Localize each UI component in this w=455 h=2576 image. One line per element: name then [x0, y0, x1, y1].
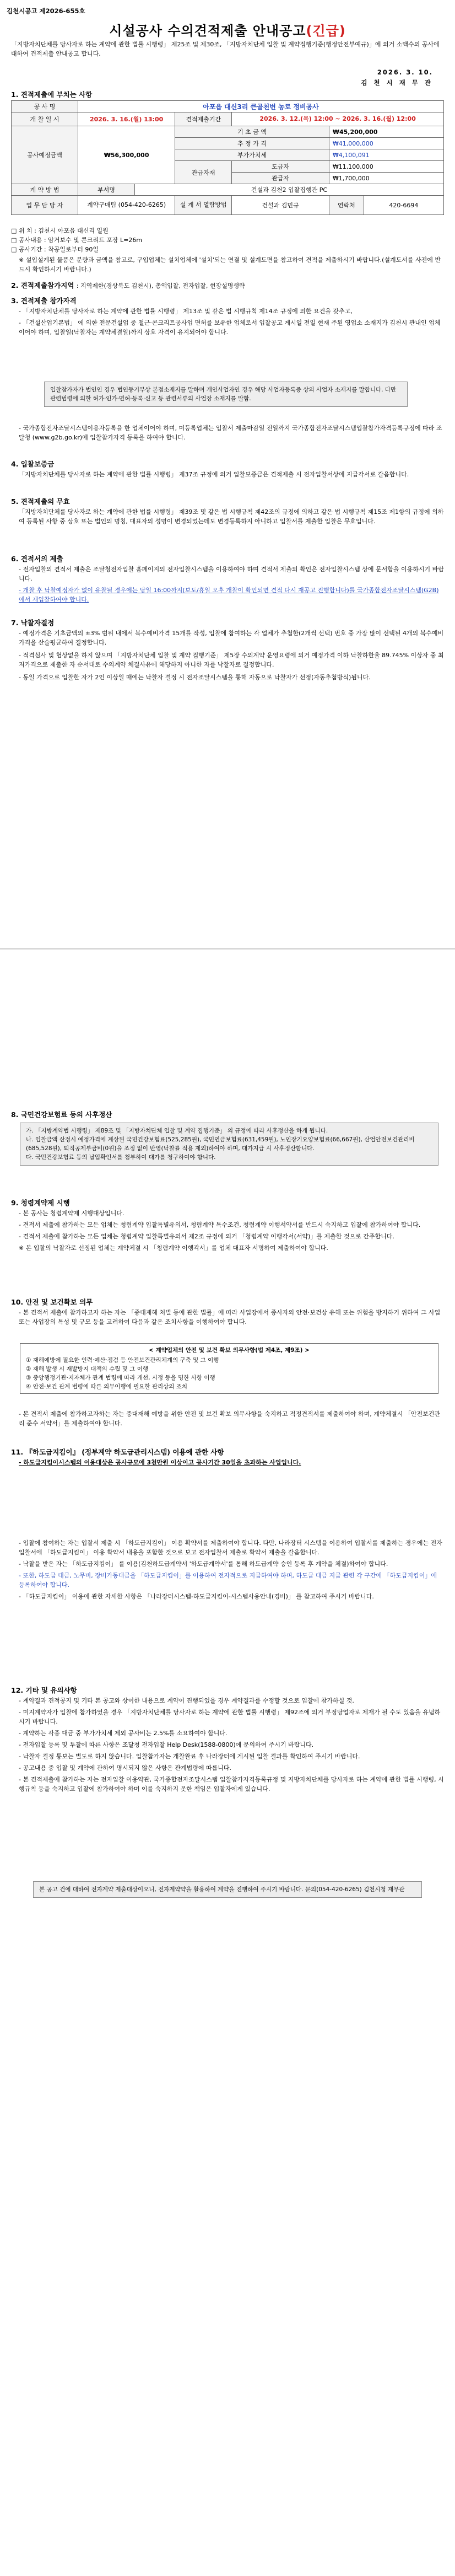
- section-10-box: [20, 1343, 438, 1394]
- document-number: 김천시공고 제2026-655호: [7, 7, 85, 15]
- cell-label: 설 계 서 열람방법: [175, 196, 232, 215]
- vat-amount: ₩4,100,091: [329, 149, 443, 161]
- section-8-line: 나. 입찰금액 산정시 예정가격에 계상된 국민건강보험료(525,285원), 국민연금보험료(631,459원), 노인장기요양보험료(66,667원), 산업안전보건관리비(685,528원), 퇴직공제부금비(0원)을 조정 없이 반영(낙찰률 적용 제외)하여야 하며, 대가지급 시 사후정산합니다.: [26, 1136, 415, 1152]
- estimated-price: ₩41,000,000: [329, 138, 443, 149]
- design-official: 건설과 김민규: [232, 196, 329, 215]
- section-7-p2: - 적격심사 및 협상없을 하지 않으며 「지방자치단체 입찰 및 계약 집행기준」 제5장 수의계약 운영요령에 의거 예정가격 이하 낙찰하한율 89.745% 이상자 중 최저가격으로 제출한 자 순서대로 수의계약 체결사유에 해당하지 아니한 자를 낙찰자로 결정합니다.: [19, 652, 444, 668]
- base-amount: ₩45,200,000: [329, 126, 443, 138]
- section-10-box-caption: < 계약업체의 안전 및 보건 확보 의무사항(법 제4조, 제9조) >: [149, 1347, 310, 1354]
- title-main: 시설공사 수의견적제출 안내공고: [109, 23, 306, 39]
- section-1-heading: 1. 견적제출에 부치는 사항: [11, 90, 93, 99]
- footer-notice-box: 본 공고 건에 대하여 전자계약 제출대상이오니, 전자계약약을 활용하여 계약을 진행하여 주시기 바랍니다. 문의(054-420-6265) 김천시청 재무관: [33, 1881, 422, 1898]
- section-11-text: [11, 1458, 444, 1467]
- section-8-line: 다. 국민건강보험료 등의 납입확인서를 첨부하여 대가를 청구하여야 합니다.: [26, 1154, 216, 1161]
- section-5-text: 「지방자치단체를 당사자로 하는 계약에 관한 법률 시행령」 제39조 및 같은 법 시행규칙 제42조의 규정에 의하고 같은 법 시행규칙 제15조 제1항의 규정에 의하여 등록된 사항 중 상호 또는 법인의 명칭, 대표자의 성명이 변경되었는데도 변경등록하지 아니하고 입찰서를 제출한 입찰은 무효입니다.: [19, 508, 444, 525]
- title-emphasis: (긴급): [306, 23, 346, 39]
- submission-period: 2026. 3. 12.(목) 12:00 ~ 2026. 3. 16.(월) 12:00: [232, 112, 444, 126]
- item-duration: □ 공사기간 : 착공일로부터 90일: [11, 246, 99, 253]
- cell-label: 공 사 명: [12, 101, 78, 112]
- section-11-p3: - 낙찰을 받은 자는 「하도급지킴이」 를 이용(김천하도급계약서 '하도급계약서'를 통해 하도급계약 승인 등록 후 계약을 체결)하여야 합니다.: [19, 1560, 388, 1568]
- section-3-heading: 3. 견적제출 참가자격: [11, 297, 77, 305]
- section-2-text: : 지역제한(경상북도 김천시), 총액입찰, 전자입찰, 현장설명생략: [76, 282, 245, 289]
- section-7-p3: - 동일 가격으로 입찰한 자가 2인 이상일 때에는 낙찰자 결정 시 전자조달시스템을 통해 자동으로 낙찰자가 선정(자동추첨방식)됩니다.: [19, 674, 371, 681]
- project-items: [11, 226, 444, 274]
- cell-label: 기 초 금 액: [175, 126, 329, 138]
- duty-item: ④ 안전·보건 관계 법령에 따른 의무이행에 필요한 관리상의 조치: [26, 1383, 188, 1390]
- cell-label: 부가가치세: [175, 149, 329, 161]
- item-scope: □ 공사내용 : 암거보수 및 콘크리트 포장 L=26m: [11, 237, 143, 244]
- section-9-p1: - 본 공사는 청렴계약제 시행대상입니다.: [19, 1210, 124, 1217]
- section-5-heading: 5. 견적제출의 무효: [11, 497, 70, 506]
- design-contact: 420-6694: [364, 196, 443, 215]
- cell-label: 관급자: [232, 173, 329, 184]
- duty-item: ① 재해예방에 필요한 인력·예산·점검 등 안전보건관리체계의 구축 및 그 이행: [26, 1357, 219, 1364]
- opening-datetime: 2026. 3. 16.(월) 13:00: [78, 112, 175, 126]
- notice-date: 2026. 3. 10.: [377, 68, 433, 76]
- section-3-p1: - 「지방자치단체를 당사자로 하는 계약에 관한 법률 시행령」 제13조 및 같은 법 시행규칙 제14조 규정에 의한 요건을 갖추고,: [19, 308, 353, 315]
- cell-label: 개 찰 일 시: [12, 112, 78, 126]
- cell-label: 계 약 방 법: [12, 184, 78, 196]
- section-10-p2: - 본 견적서 제출에 참가하고자하는 자는 중대재해 예방을 위한 안전 및 보건 확보 의무사항을 숙지하고 적정견적서를 제출하여야 하며, 계약체결시 「안전보건관리 준수 서약서」를 제출하여야 합니다.: [19, 1410, 440, 1427]
- section-12-heading: 12. 기타 및 유의사항: [11, 1686, 77, 1694]
- cell-label: 업 무 담 당 자: [12, 196, 78, 215]
- section-12-p1: - 계약결과 견적공지 및 기타 본 공고와 상이한 내용으로 계약이 진행되었을 경우 계약결과를 수정할 것으로 입찰에 참가하실 것.: [19, 1697, 354, 1704]
- section-12-p3: - 계약하는 각종 대금 중 부가가치세 제외 공사비는 2.5%를 소요하여야 합니다.: [19, 1730, 228, 1737]
- section-11-heading: 11. 『하도급지킴이』 (정부계약 하도급관리시스템) 이용에 관한 사항: [11, 1448, 224, 1456]
- section-8-heading: 8. 국민건강보험료 등의 사후정산: [11, 1110, 112, 1119]
- cell-label: 관급자재: [175, 161, 232, 184]
- section-3-notebox: 입찰참가자가 법인인 경우 법인등기부상 본점소재지를 말하며 개인사업자인 경우 해당 사업자등록증 상의 사업자 소재지를 말합니다. 다만 관련법령에 의한 허가·인가·면허·등록·신고 등 관련서류의 사업장 소재지를 말함.: [44, 382, 408, 407]
- section-9-heading: 9. 청렴계약제 시행: [11, 1199, 70, 1207]
- page-divider: [0, 948, 455, 949]
- section-6-text: [11, 565, 444, 604]
- section-11-text-2: [11, 1538, 444, 1601]
- department: 건설과 김천2 입찰집행관 PC: [135, 184, 444, 196]
- issuer: 김 천 시 재 무 관: [361, 79, 433, 87]
- section-7-text: [11, 629, 444, 682]
- section-1-note: ※ 설입설계된 물품은 분량과 금액을 참고로, 구입업체는 설치업체에 '설치'되는 연결 및 설계도면을 참고하여 견적을 제출하시기 바랍니다.(설계도서를 사전에 반드시 확인하시기 바랍니다.): [19, 256, 441, 273]
- cell-label: 추 정 가 격: [175, 138, 329, 149]
- material-contractor-amount: ₩11,100,000: [329, 161, 443, 173]
- section-8-line: 가. 「지방계약법 시행령」 제89조 및 「지방자치단체 입찰 및 계약 집행기준」 의 규정에 따라 사후정산을 하게 됩니다.: [26, 1128, 328, 1134]
- section-12-p2: - 미지계약자가 입찰에 참가하였을 경우 「지방자치단체를 당사자로 하는 계약에 관한 법률 시행령」 제92조에 의거 부정당업자로 제재가 될 수도 있음을 유념하시기 바랍니다.: [19, 1709, 441, 1725]
- section-2-title: 2. 견적제출참가지역: [11, 281, 74, 289]
- section-11-p2: - 입찰에 참여하는 자는 입찰서 제출 시 「하도급지킴이」 이용 확약서를 제출하여야 합니다. 다만, 나라장터 시스템을 이용하여 입찰서를 제출하는 경우에는 전자입찰서에 「하도급지킴이」 이용 확약서 내용을 포함한 것으로 보고 전자입찰서 제출로 확약서 제출을 갈음합니다.: [19, 1539, 442, 1556]
- section-12-p4: - 전자입찰 등록 및 투찰에 따른 사항은 조달청 전자입찰 Help Desk(1588-0800)에 문의하여 주시기 바랍니다.: [19, 1741, 314, 1748]
- section-12-text: [11, 1696, 444, 1794]
- section-3-text: [11, 307, 444, 337]
- item-location: □ 위 치 : 김천시 아포읍 대신리 일원: [11, 227, 109, 234]
- section-8-box: [20, 1123, 438, 1166]
- duty-item: ② 재해 발생 시 재발방지 대책의 수립 및 그 이행: [26, 1366, 149, 1372]
- material-government-amount: ₩1,700,000: [329, 173, 443, 184]
- cell-label: 도급자: [232, 161, 329, 173]
- section-4-heading: 4. 입찰보증금: [11, 460, 55, 468]
- section-4-text: 「지방자치단체를 당사자로 하는 계약에 관한 법률 시행령」 제37조 규정에 의거 입찰보증금은 견적제출 시 전자입찰서상에 지급각서로 갈음합니다.: [19, 471, 409, 478]
- section-9-p2: - 견적서 제출에 참가하는 모든 업체는 청렴계약 입찰특별유의서, 청렴계약 특수조건, 청렴계약 이행서약서를 반드시 숙지하고 입찰에 참가하여야 합니다.: [19, 1221, 421, 1228]
- cell-label: 연락처: [329, 196, 364, 215]
- section-6-p1: - 전자입찰의 견적서 제출은 조달청전자입찰 홈페이지의 전자입찰시스템을 이용하여야 하며 견적서 제출의 확인은 전자입찰시스템 상에 문서함을 이용하시기 바랍니다.: [19, 566, 444, 582]
- project-name: 아포읍 대신3리 큰골천변 농로 정비공사: [78, 101, 444, 112]
- section-11-p5: - 「하도급지킴이」 이용에 관한 자세한 사항은 「나라장터시스템-하도급지킴이-시스템사용안내(경비)」 를 참고하여 주시기 바랍니다.: [19, 1593, 374, 1600]
- section-3-p3: - 국가종합전자조달시스템이용자등록을 한 업체이어야 하며, 미등록업체는 입찰서 제출마감일 전일까지 국가종합전자조달시스템입찰참가자격등록규정에 따라 조달청 (www.g2b.go.kr)에 입찰참가자격 등록을 하여야 합니다.: [19, 425, 442, 441]
- section-11-p4: - 또한, 하도급 대금, 노무비, 장비가동대금을 「하도급지킴이」를 이용하여 전자적으로 지급하여야 하며, 하도급 대금 지급 관련 각 구간에 「하도급지킴이」에 등록하여야 합니다.: [19, 1572, 437, 1588]
- section-11-p1: - 하도급지킴이시스템의 이용대상은 공사규모에 3천만원 이상이고 공사기간 30일을 초과하는 사업입니다.: [19, 1459, 301, 1466]
- section-10-p1: - 본 견적서 제출에 참가하고자 하는 자는 「중대재해 처벌 등에 관한 법률」에 따라 사업장에서 종사자의 안전·보건상 유해 또는 위험을 방지하기 위하여 그 사업 또는 사업장의 특성 및 규모 등을 고려하여 다음과 같은 조치사항을 이행하여야 합니다.: [19, 1309, 441, 1325]
- section-9-p4: ※ 본 입찰의 낙찰자로 선정된 업체는 계약체결 시 「청렴계약 이행각서」를 업체 대표자 서명하여 제출하여야 합니다.: [19, 1244, 328, 1252]
- intro-text: 「지방자치단체를 당사자로 하는 계약에 관한 법률 시행령」 제25조 및 제30조, 「지방자치단체 입찰 및 계약집행기준(행정안전부예규)」에 의거 소액수의 공사에 대하여 견적제출 안내공고 합니다.: [11, 41, 440, 57]
- section-9-p3: - 견적서 제출에 참가하는 모든 업체는 청렴계약 입찰특별유의서 제2조 규정에 의거 「청렴계약 이행각서(서약)」를 제출한 것으로 간주합니다.: [19, 1233, 394, 1240]
- cell-label: 부서명: [78, 184, 135, 196]
- cell-label: 공사예정금액: [12, 126, 78, 184]
- official-contact: 계약구매팀 (054-420-6265): [78, 196, 175, 215]
- section-6-heading: 6. 견적서의 제출: [11, 555, 63, 563]
- duty-item: ③ 중앙행정기관·지자체가 관계 법령에 따라 개선, 시정 등을 명한 사항 이행: [26, 1375, 215, 1381]
- section-12-p6: - 공고내용 중 입찰 및 계약에 관하여 명시되지 않은 사항은 관계법령에 따릅니다.: [19, 1764, 231, 1772]
- section-7-p1: - 예정가격은 기초금액의 ±3% 범위 내에서 복수예비가격 15개를 작성, 입찰에 참여하는 각 업체가 추첨한(2개씩 선택) 번호 중 가장 많이 선택된 4개의 복수예비 가격을 산술평균하여 결정합니다.: [19, 630, 444, 646]
- section-12-p5: - 낙찰자 결정 통보는 별도로 하지 않습니다. 입찰참가자는 개찰완료 후 나라장터에 게시된 입찰 결과를 확인하여 주시기 바랍니다.: [19, 1753, 360, 1760]
- section-7-heading: 7. 낙찰자결정: [11, 619, 55, 627]
- section-12-p7: - 본 견적제출에 참가하는 자는 전자입찰 이용약관, 국가종합전자조달시스템 입찰참가자격등록규정 및 지방자치단체를 당사자로 하는 계약에 관한 법률 시행령, 시행규칙 등을 숙지하고 입찰에 참가하여야 하며 이를 숙지하지 못한 책임은 입찰자에게 있습니다.: [19, 1776, 444, 1793]
- section-2-heading: [11, 280, 245, 290]
- overview-table: [11, 100, 444, 215]
- section-6-p2: - 개찰 후 낙찰예정자가 없이 유찰될 경우에는 당일 16:00까지(보도/휴일 오후 개찰이 확인되면 견적 다시 재공고 진행합니다)를 국가종합전자조달시스템(G2B)에서 재입찰하여야 합니다.: [19, 587, 439, 603]
- section-10-heading: 10. 안전 및 보건확보 의무: [11, 1298, 93, 1306]
- section-9-text: [11, 1209, 444, 1253]
- cell-label: 견적제출기간: [175, 112, 232, 126]
- notice-title: [0, 20, 455, 39]
- section-3-p2: - 「건설산업기본법」 에 의한 전문건설업 중 철근·콘크리트공사업 면허를 보유한 업체로서 입찰공고 게시일 전일 현재 주된 영업소 소재지가 김천시 관내인 업체이어야 하며, 입찰일(낙찰자는 계약체결일)까지 상호 자격이 유지되어야 합니다.: [19, 319, 441, 336]
- budget-amount: ₩56,300,000: [78, 126, 175, 184]
